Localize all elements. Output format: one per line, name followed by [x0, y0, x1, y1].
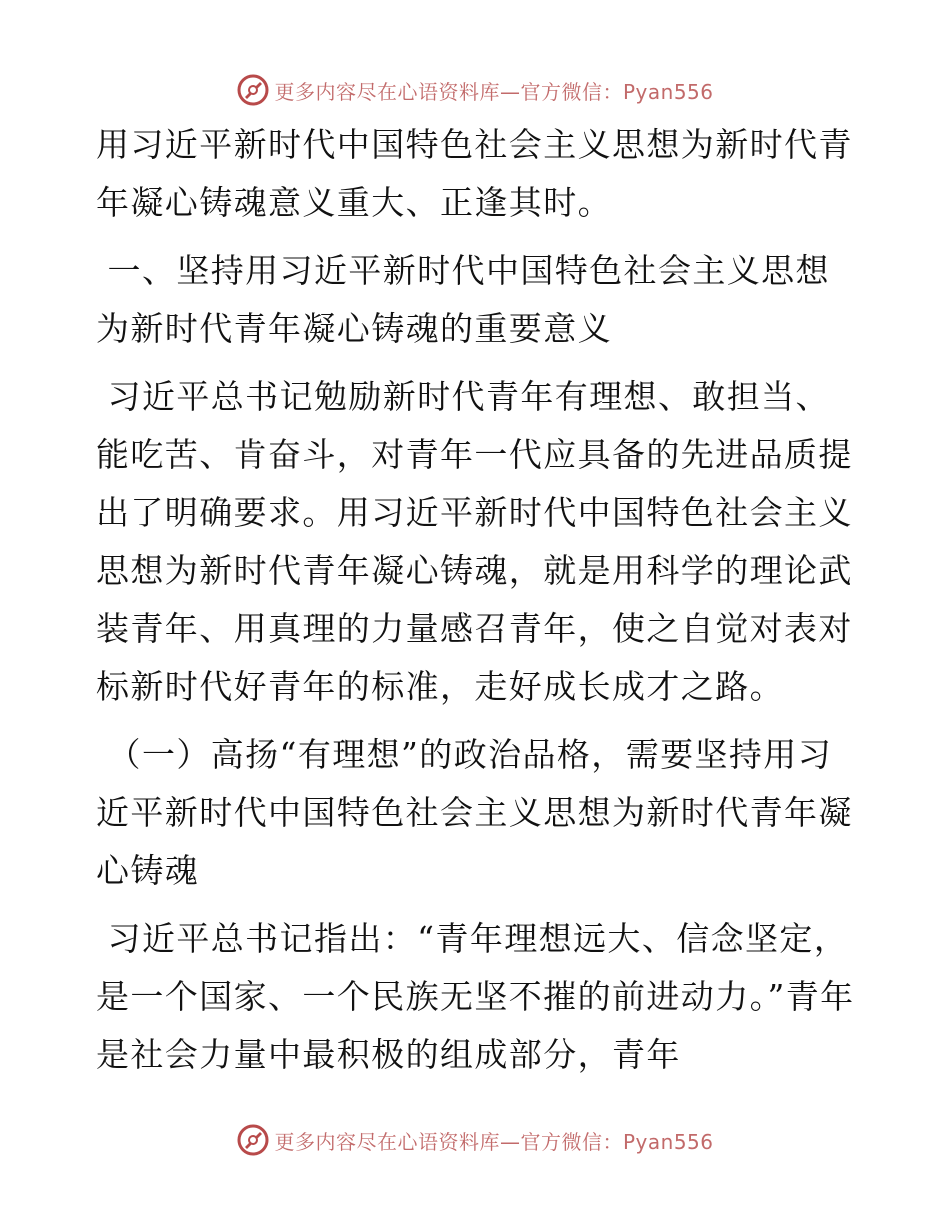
quill-seal-icon: [236, 1123, 270, 1157]
watermark-label: 更多内容尽在心语资料库—官方微信：: [274, 79, 623, 104]
watermark-label: 更多内容尽在心语资料库—官方微信：: [274, 1129, 623, 1154]
intro-paragraph: 用习近平新时代中国特色社会主义思想为新时代青年凝心铸魂意义重大、正逢其时。: [96, 125, 853, 222]
body-paragraph: 习近平总书记勉励新时代青年有理想、敢担当、能吃苦、肯奋斗，对青年一代应具备的先进品质提出了明确要求。用习近平新时代中国特色社会主义思想为新时代青年凝心铸魂，就是用科学的理论武装青年、用真理的力量感召青年，使之自觉对表对标新时代好青年的标准，走好成长成才之路。: [96, 377, 853, 706]
quill-seal-icon: [236, 73, 270, 107]
watermark-footer: [0, 1120, 950, 1160]
watermark-header: [0, 70, 950, 110]
body-paragraph: 习近平总书记指出：“青年理想远大、信念坚定，是一个国家、一个民族无坚不摧的前进动力。”青年是社会力量中最积极的组成部分，青年: [96, 919, 855, 1074]
document-body: [96, 116, 856, 1094]
watermark-account: Pyan556: [622, 79, 714, 104]
section-heading: 一、坚持用习近平新时代中国特色社会主义思想为新时代青年凝心铸魂的重要意义: [96, 251, 830, 348]
watermark-text: [274, 1126, 713, 1155]
subsection-heading: （一）高扬“有理想”的政治品格，需要坚持用习近平新时代中国特色社会主义思想为新时代青年凝心铸魂: [96, 735, 853, 890]
watermark-text: [274, 76, 713, 105]
watermark-account: Pyan556: [622, 1129, 714, 1154]
